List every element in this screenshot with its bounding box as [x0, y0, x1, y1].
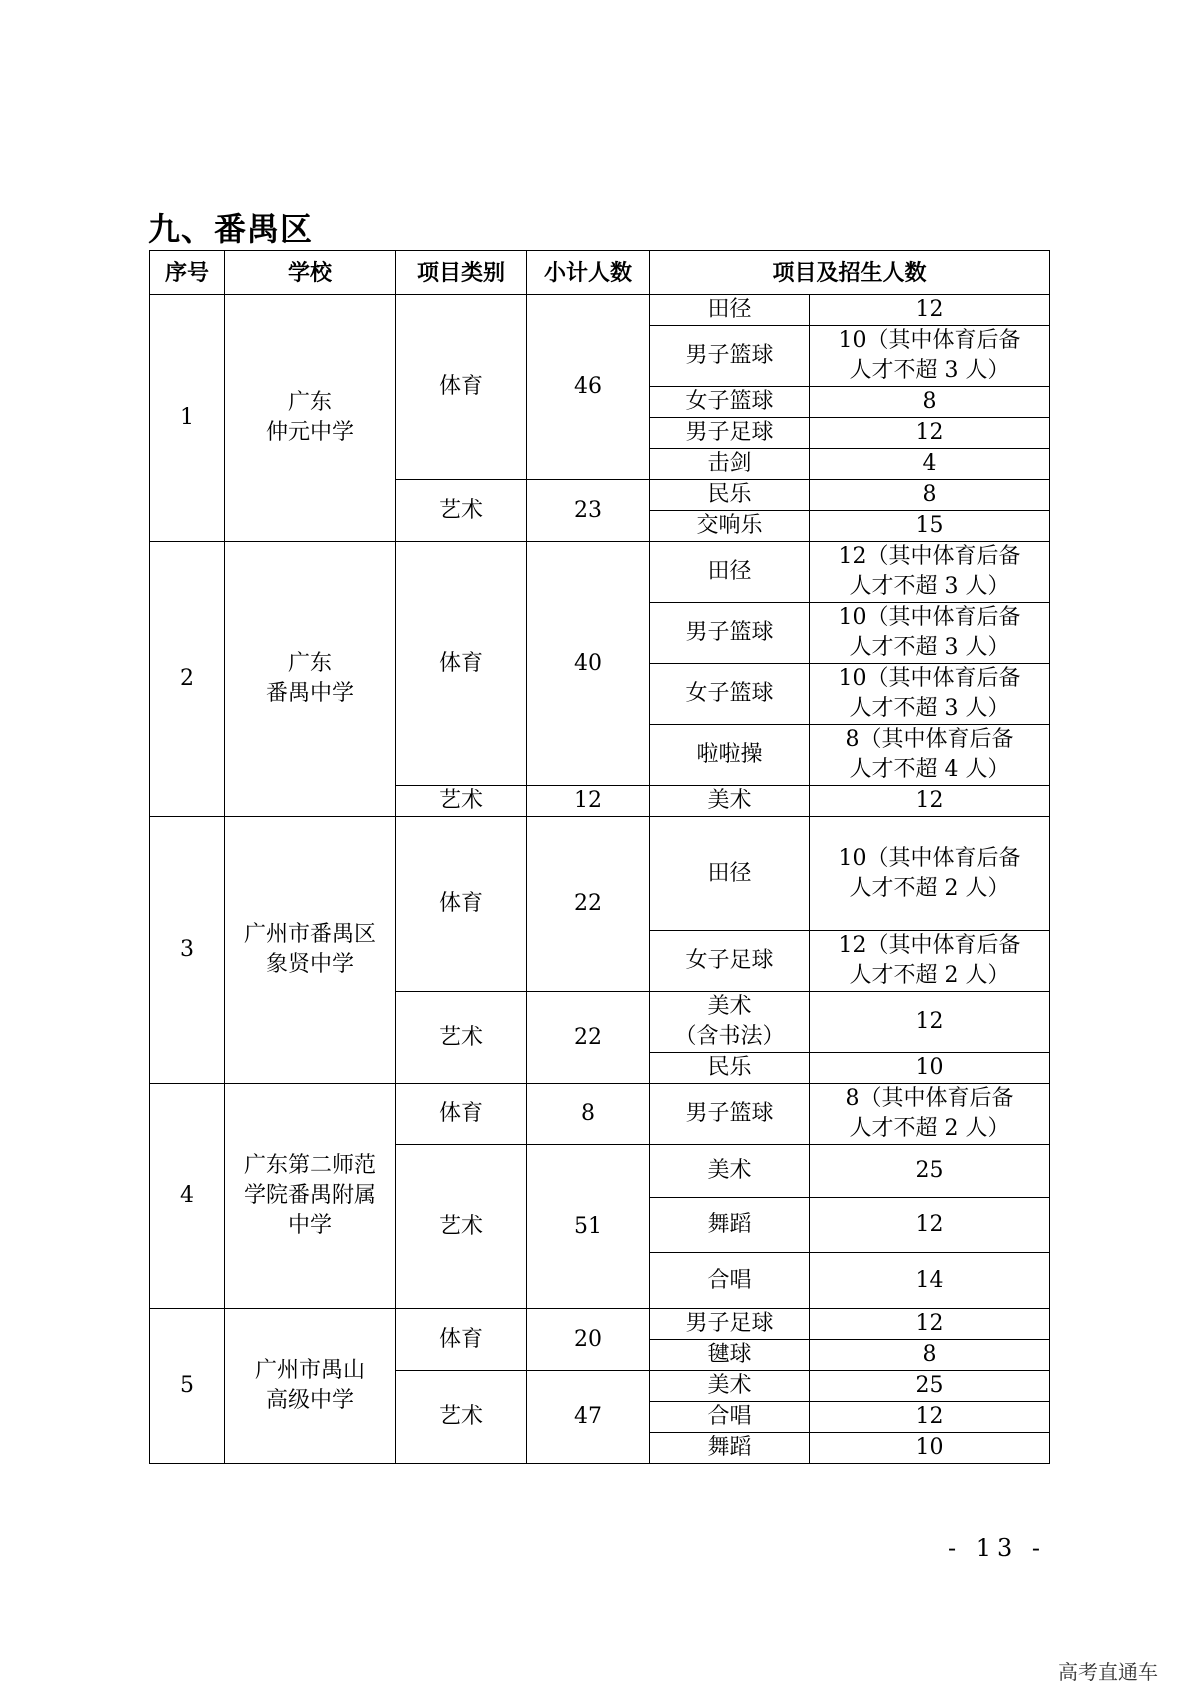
item-name-cell	[650, 326, 810, 387]
item-count-cell	[810, 725, 1050, 786]
cell-line: 广东第二师范	[243, 1153, 376, 1178]
cell-line: 25	[915, 1158, 944, 1183]
item-count-cell	[810, 1433, 1050, 1464]
item-count-cell	[810, 992, 1050, 1053]
category-cell: 艺术	[396, 1145, 527, 1309]
item-count-cell	[810, 511, 1050, 542]
cell-line: 合唱	[707, 1267, 752, 1293]
category-cell: 艺术	[396, 1371, 527, 1464]
cell-line: 美术	[707, 1158, 752, 1183]
cell-line: 人才不超 2 人）	[849, 1116, 1010, 1141]
item-count-cell	[810, 1309, 1050, 1340]
item-count-cell	[810, 1340, 1050, 1371]
cell-line: 12	[915, 1311, 944, 1336]
item-count-cell	[810, 1053, 1050, 1084]
cell-line: 10（其中体育后备	[838, 328, 1021, 353]
cell-line: 广东	[287, 651, 332, 676]
subtotal-cell: 46	[527, 295, 650, 480]
cell-line: 民乐	[707, 1055, 752, 1080]
item-name-cell	[650, 1402, 810, 1433]
item-count-cell	[810, 786, 1050, 817]
item-name-cell	[650, 542, 810, 603]
item-count-cell	[810, 449, 1050, 480]
category-cell: 艺术	[396, 480, 527, 542]
item-name-cell	[650, 1145, 810, 1198]
subtotal-cell: 23	[527, 480, 650, 542]
cell-line: 人才不超 2 人）	[849, 963, 1010, 988]
category-cell: 体育	[396, 295, 527, 480]
table-row	[150, 1084, 1050, 1145]
cell-line: 田径	[707, 297, 752, 322]
item-count-cell	[810, 418, 1050, 449]
cell-line: 民乐	[707, 482, 752, 507]
cell-line: 15	[915, 513, 944, 538]
cell-line: 8	[922, 482, 937, 507]
item-name-cell	[650, 1253, 810, 1309]
school-number: 1	[150, 295, 225, 542]
cell-line: 女子足球	[685, 948, 774, 973]
cell-line: 田径	[707, 559, 752, 584]
subtotal-cell: 51	[527, 1145, 650, 1309]
cell-line: 广州市禺山	[254, 1358, 365, 1383]
cell-line: 人才不超 3 人）	[849, 635, 1010, 660]
item-name-cell	[650, 1198, 810, 1253]
item-count-cell	[810, 1253, 1050, 1309]
cell-line: 广州市番禺区	[243, 922, 376, 947]
school-name	[225, 1084, 396, 1309]
cell-line: 10（其中体育后备	[838, 845, 1021, 871]
cell-line: 25	[915, 1373, 944, 1398]
school-number: 2	[150, 542, 225, 817]
subtotal-cell: 22	[527, 992, 650, 1084]
category-cell: 体育	[396, 1309, 527, 1371]
item-name-cell	[650, 603, 810, 664]
school-name	[225, 1309, 396, 1464]
header-no: 序号	[150, 251, 225, 295]
cell-line: 14	[915, 1267, 944, 1293]
item-count-cell	[810, 295, 1050, 326]
item-name-cell	[650, 387, 810, 418]
cell-line: （含书法）	[674, 1024, 785, 1049]
cell-line: 美术	[707, 994, 752, 1019]
cell-line: 毽球	[707, 1342, 752, 1367]
cell-line: 8（其中体育后备	[845, 727, 1014, 752]
cell-line: 舞蹈	[707, 1212, 752, 1237]
cell-line: 8	[922, 389, 937, 414]
cell-line: 番禺中学	[265, 681, 354, 706]
cell-line: 女子篮球	[685, 681, 774, 706]
item-count-cell	[810, 480, 1050, 511]
cell-line: 交响乐	[696, 513, 763, 538]
category-cell: 艺术	[396, 786, 527, 817]
cell-line: 学院番禺附属	[243, 1183, 376, 1208]
school-name	[225, 295, 396, 542]
cell-line: 8（其中体育后备	[845, 1086, 1014, 1111]
item-count-cell	[810, 387, 1050, 418]
subtotal-cell: 22	[527, 817, 650, 992]
subtotal-cell: 47	[527, 1371, 650, 1464]
school-name	[225, 817, 396, 1084]
item-name-cell	[650, 1084, 810, 1145]
category-cell: 艺术	[396, 992, 527, 1084]
item-count-cell	[810, 326, 1050, 387]
item-name-cell	[650, 817, 810, 931]
cell-line: 12（其中体育后备	[838, 544, 1021, 569]
item-name-cell	[650, 992, 810, 1053]
cell-line: 象贤中学	[265, 952, 354, 977]
cell-line: 人才不超 4 人）	[849, 757, 1010, 782]
cell-line: 广东	[287, 390, 332, 415]
item-name-cell	[650, 931, 810, 992]
watermark: 高考直通车	[1058, 1660, 1158, 1684]
cell-line: 12	[915, 420, 944, 445]
header-school: 学校	[225, 251, 396, 295]
table-body	[150, 295, 1050, 1464]
item-count-cell	[810, 603, 1050, 664]
cell-line: 啦啦操	[696, 742, 763, 767]
header-subtotal: 小计人数	[527, 251, 650, 295]
category-cell: 体育	[396, 817, 527, 992]
cell-line: 男子篮球	[685, 620, 774, 645]
header-category: 项目类别	[396, 251, 527, 295]
item-count-cell	[810, 664, 1050, 725]
cell-line: 12	[915, 1404, 944, 1429]
school-number: 3	[150, 817, 225, 1084]
cell-line: 男子足球	[685, 1311, 774, 1336]
item-name-cell	[650, 725, 810, 786]
item-name-cell	[650, 449, 810, 480]
cell-line: 人才不超 3 人）	[849, 358, 1010, 383]
cell-line: 男子足球	[685, 420, 774, 445]
cell-line: 12	[915, 297, 944, 322]
item-count-cell	[810, 1084, 1050, 1145]
cell-line: 4	[922, 451, 937, 476]
item-count-cell	[810, 931, 1050, 992]
item-name-cell	[650, 480, 810, 511]
cell-line: 12	[915, 1009, 944, 1034]
section-heading: 九、番禺区	[148, 210, 314, 248]
cell-line: 击剑	[707, 451, 752, 476]
item-count-cell	[810, 817, 1050, 931]
item-name-cell	[650, 1433, 810, 1464]
item-count-cell	[810, 1145, 1050, 1198]
subtotal-cell: 12	[527, 786, 650, 817]
school-name	[225, 542, 396, 817]
item-count-cell	[810, 542, 1050, 603]
item-name-cell	[650, 786, 810, 817]
category-cell: 体育	[396, 1084, 527, 1145]
enrollment-table	[149, 250, 1050, 1464]
cell-line: 田径	[707, 860, 752, 886]
cell-line: 美术	[707, 788, 752, 813]
cell-line: 8	[922, 1342, 937, 1367]
cell-line: 10（其中体育后备	[838, 666, 1021, 691]
cell-line: 10（其中体育后备	[838, 605, 1021, 630]
item-name-cell	[650, 511, 810, 542]
cell-line: 人才不超 3 人）	[849, 574, 1010, 599]
table-row	[150, 817, 1050, 931]
item-count-cell	[810, 1198, 1050, 1253]
subtotal-cell: 40	[527, 542, 650, 786]
cell-line: 10	[915, 1055, 944, 1080]
table-header-row	[150, 251, 1050, 295]
item-count-cell	[810, 1402, 1050, 1433]
cell-line: 12	[915, 788, 944, 813]
cell-line: 舞蹈	[707, 1435, 752, 1460]
header-items: 项目及招生人数	[650, 251, 1050, 295]
school-number: 4	[150, 1084, 225, 1309]
cell-line: 人才不超 3 人）	[849, 696, 1010, 721]
table-row	[150, 1309, 1050, 1340]
cell-line: 女子篮球	[685, 389, 774, 414]
school-number: 5	[150, 1309, 225, 1464]
item-name-cell	[650, 295, 810, 326]
cell-line: 中学	[287, 1213, 332, 1238]
cell-line: 男子篮球	[685, 343, 774, 368]
cell-line: 合唱	[707, 1404, 752, 1429]
cell-line: 高级中学	[265, 1388, 354, 1413]
table-row	[150, 295, 1050, 326]
subtotal-cell: 8	[527, 1084, 650, 1145]
table-row	[150, 542, 1050, 603]
cell-line: 10	[915, 1435, 944, 1460]
subtotal-cell: 20	[527, 1309, 650, 1371]
item-count-cell	[810, 1371, 1050, 1402]
cell-line: 仲元中学	[265, 420, 354, 445]
item-name-cell	[650, 1340, 810, 1371]
item-name-cell	[650, 1371, 810, 1402]
cell-line: 12（其中体育后备	[838, 933, 1021, 958]
page-number: - 13 -	[948, 1534, 1047, 1562]
cell-line: 男子篮球	[685, 1101, 774, 1126]
item-name-cell	[650, 418, 810, 449]
category-cell: 体育	[396, 542, 527, 786]
item-name-cell	[650, 1053, 810, 1084]
cell-line: 美术	[707, 1373, 752, 1398]
cell-line: 12	[915, 1212, 944, 1237]
item-name-cell	[650, 664, 810, 725]
cell-line: 人才不超 2 人）	[849, 875, 1010, 901]
item-name-cell	[650, 1309, 810, 1340]
